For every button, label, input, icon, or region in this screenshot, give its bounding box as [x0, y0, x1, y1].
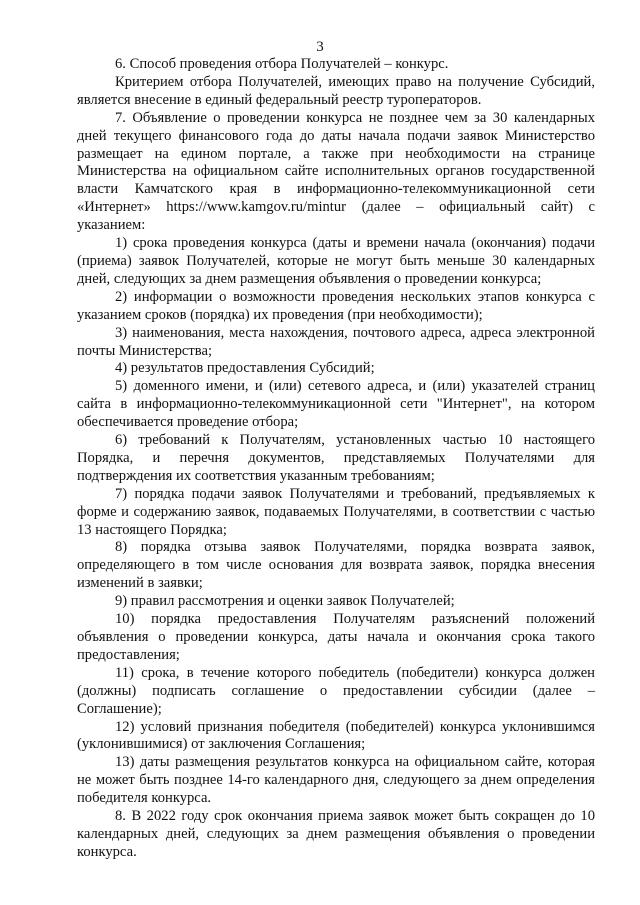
list-item-1: 1) срока проведения конкурса (даты и времени начала (окончания) подачи (приема) заявок Получателей, которые не могут быть меньше 30 календарных дней, следующих за днем размещения объявления о проведении конкурса;: [77, 235, 595, 287]
paragraph-announcement: 7. Объявление о проведении конкурса не позднее чем за 30 календарных дней текущего финансового года до даты начала подачи заявок Министерство размещает на едином портале, а также при необходимости на странице Министерства на официальном сайте исполнительных органов государственной власти Камчатского края в информационно-телекоммуникационной сети «Интернет» https://www.kamgov.ru/mintur (далее – официальный сайт) с указанием:: [77, 109, 595, 234]
list-item-6: 6) требований к Получателям, установленных частью 10 настоящего Порядка, и перечня документов, представляемых Получателями для подтверждения их соответствия указанным требованиям;: [77, 432, 595, 484]
list-item-7: 7) порядка подачи заявок Получателями и требований, предъявляемых к форме и содержанию заявок, подаваемых Получателями, в соответствии с частью 13 настоящего Порядка;: [77, 485, 595, 538]
document-body: [77, 56, 595, 862]
paragraph-selection-criterion: Критерием отбора Получателей, имеющих право на получение Субсидий, является внесение в единый федеральный реестр туроператоров.: [77, 73, 595, 108]
list-item-13: 13) даты размещения результатов конкурса на официальном сайте, которая не может быть позднее 14-го календарного дня, следующего за днем определения победителя конкурса.: [77, 754, 595, 807]
list-item-12: 12) условий признания победителя (победителей) конкурса уклонившимся (уклонившимися) от заключения Соглашения;: [77, 718, 595, 753]
list-item-4: 4) результатов предоставления Субсидий;: [115, 360, 375, 377]
list-item-2: 2) информации о возможности проведения нескольких этапов конкурса с указанием сроков (порядка) их проведения (при необходимости);: [77, 288, 595, 323]
list-item-5: 5) доменного имени, и (или) сетевого адреса, и (или) указателей страниц сайта в информационно-телекоммуникационной сети "Интернет", на котором обеспечивается проведение отбора;: [77, 378, 595, 431]
list-item-9: 9) правил рассмотрения и оценки заявок Получателей;: [115, 593, 455, 610]
paragraph-deadline-2022: 8. В 2022 году срок окончания приема заявок может быть сокращен до 10 календарных дней, следующих за днем размещения объявления о проведении конкурса.: [77, 808, 595, 860]
paragraph-selection-method: 6. Способ проведения отбора Получателей – конкурс.: [115, 56, 449, 72]
list-item-8: 8) порядка отзыва заявок Получателями, порядка возврата заявок, определяющего в том числе основания для возврата заявок, порядка внесения изменений в заявки;: [77, 539, 595, 592]
list-item-10: 10) порядка предоставления Получателям разъяснений положений объявления о проведении конкурса, даты начала и окончания срока такого предоставления;: [77, 611, 595, 663]
list-item-11: 11) срока, в течение которого победитель (победители) конкурса должен (должны) подписать соглашение о предоставлении субсидии (далее – Соглашение);: [77, 664, 595, 717]
page-number: 3: [316, 39, 324, 55]
list-item-3: 3) наименования, места нахождения, почтового адреса, адреса электронной почты Министерства;: [77, 324, 595, 359]
